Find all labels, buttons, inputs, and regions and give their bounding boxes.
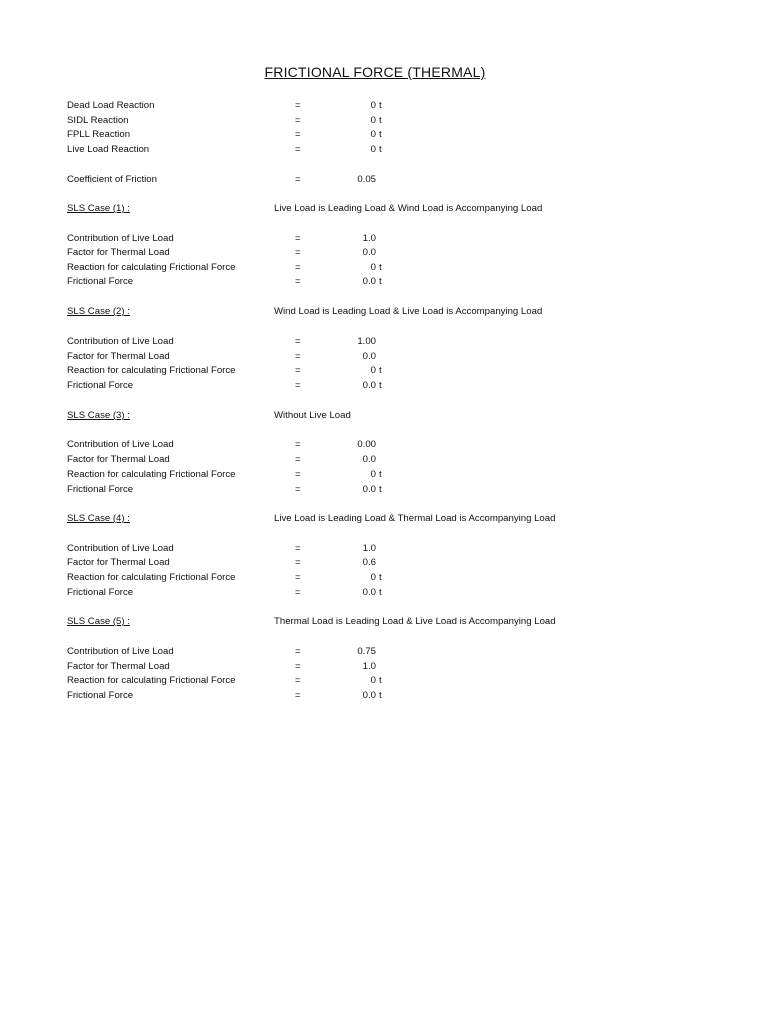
case-heading: SLS Case (1) :: [67, 203, 130, 214]
case-row: [0, 452, 768, 467]
case-row: [0, 334, 768, 349]
equals-sign: =: [295, 351, 301, 362]
row-label: Factor for Thermal Load: [67, 454, 170, 465]
equals-sign: =: [295, 675, 301, 686]
row-unit: t: [379, 115, 382, 126]
row-value: 0.6: [362, 557, 376, 568]
row-label: Factor for Thermal Load: [67, 661, 170, 672]
row-unit: t: [379, 572, 382, 583]
row-value: 1.0: [362, 543, 376, 554]
equals-sign: =: [295, 115, 301, 126]
case-row: [0, 378, 768, 393]
row-value: 1.0: [362, 661, 376, 672]
row-value: 0.0: [362, 351, 376, 362]
equals-sign: =: [295, 336, 301, 347]
row-label: Contribution of Live Load: [67, 439, 174, 450]
case-description: Live Load is Leading Load & Thermal Load is Accompanying Load: [274, 513, 556, 524]
row-unit: t: [379, 484, 382, 495]
equals-sign: =: [295, 587, 301, 598]
row-value: 0.0: [362, 247, 376, 258]
row-value: 0.0: [362, 276, 376, 287]
case-row: [0, 260, 768, 275]
case-heading: SLS Case (2) :: [67, 306, 130, 317]
row-label: FPLL Reaction: [67, 129, 131, 140]
equals-sign: =: [295, 100, 301, 111]
equals-sign: =: [295, 454, 301, 465]
case-row: [0, 673, 768, 688]
equals-sign: =: [295, 557, 301, 568]
row-value: 0.75: [357, 646, 376, 657]
equals-sign: =: [295, 247, 301, 258]
row-label: Frictional Force: [67, 690, 134, 701]
row-label: Frictional Force: [67, 380, 134, 391]
row-unit: t: [379, 100, 382, 111]
case-row: [0, 437, 768, 452]
row-value: 0: [370, 144, 376, 155]
row-unit: t: [379, 380, 382, 391]
equals-sign: =: [295, 233, 301, 244]
row-value: 0.00: [357, 439, 376, 450]
case-row: [0, 363, 768, 378]
row-unit: t: [379, 675, 382, 686]
row-value: 0.0: [362, 454, 376, 465]
case-heading-row: [0, 614, 768, 629]
equals-sign: =: [295, 365, 301, 376]
row-label: Live Load Reaction: [67, 144, 150, 155]
row-label: Reaction for calculating Frictional Force: [67, 675, 236, 686]
row-value: 0: [370, 675, 376, 686]
page-title: FRICTIONAL FORCE (THERMAL): [264, 64, 486, 80]
row-value: 0: [370, 100, 376, 111]
equals-sign: =: [295, 144, 301, 155]
case-description: Wind Load is Leading Load & Live Load is Accompanying Load: [274, 306, 543, 317]
case-heading-row: [0, 408, 768, 423]
case-row: [0, 245, 768, 260]
row-value: 0: [370, 365, 376, 376]
row-value: 1.00: [357, 336, 376, 347]
row-unit: t: [379, 587, 382, 598]
equals-sign: =: [295, 646, 301, 657]
case-row: [0, 482, 768, 497]
row-value: 0: [370, 129, 376, 140]
equals-sign: =: [295, 469, 301, 480]
row-value: 0.05: [357, 174, 376, 185]
case-description: Without Live Load: [274, 410, 351, 421]
case-heading-row: [0, 201, 768, 216]
row-unit: t: [379, 276, 382, 287]
reaction-row-sidl: [0, 113, 768, 128]
equals-sign: =: [295, 543, 301, 554]
reaction-row-fpll: [0, 127, 768, 142]
row-value: 0: [370, 262, 376, 273]
row-label: Reaction for calculating Frictional Force: [67, 365, 236, 376]
row-value: 0: [370, 115, 376, 126]
case-row: [0, 585, 768, 600]
equals-sign: =: [295, 572, 301, 583]
row-value: 0.0: [362, 690, 376, 701]
row-label: Factor for Thermal Load: [67, 351, 170, 362]
case-row: [0, 570, 768, 585]
equals-sign: =: [295, 129, 301, 140]
row-label: Frictional Force: [67, 587, 134, 598]
case-heading-row: [0, 304, 768, 319]
case-heading: SLS Case (3) :: [67, 410, 130, 421]
row-label: Reaction for calculating Frictional Force: [67, 572, 236, 583]
case-row: [0, 659, 768, 674]
row-value: 0: [370, 572, 376, 583]
row-unit: t: [379, 144, 382, 155]
row-label: Coefficient of Friction: [67, 174, 157, 185]
row-value: 0.0: [362, 484, 376, 495]
equals-sign: =: [295, 661, 301, 672]
coefficient-row: [0, 172, 768, 187]
row-unit: t: [379, 690, 382, 701]
row-label: SIDL Reaction: [67, 115, 129, 126]
reaction-row-live-load: [0, 142, 768, 157]
case-description: Thermal Load is Leading Load & Live Load is Accompanying Load: [274, 616, 556, 627]
equals-sign: =: [295, 484, 301, 495]
row-label: Reaction for calculating Frictional Force: [67, 262, 236, 273]
case-row: [0, 555, 768, 570]
row-label: Dead Load Reaction: [67, 100, 155, 111]
row-label: Contribution of Live Load: [67, 543, 174, 554]
equals-sign: =: [295, 380, 301, 391]
row-label: Factor for Thermal Load: [67, 247, 170, 258]
row-unit: t: [379, 469, 382, 480]
equals-sign: =: [295, 276, 301, 287]
case-row: [0, 644, 768, 659]
case-heading: SLS Case (5) :: [67, 616, 130, 627]
row-unit: t: [379, 262, 382, 273]
equals-sign: =: [295, 690, 301, 701]
row-unit: t: [379, 365, 382, 376]
equals-sign: =: [295, 439, 301, 450]
row-label: Factor for Thermal Load: [67, 557, 170, 568]
row-unit: t: [379, 129, 382, 140]
case-row: [0, 274, 768, 289]
row-value: 1.0: [362, 233, 376, 244]
row-value: 0.0: [362, 380, 376, 391]
row-value: 0.0: [362, 587, 376, 598]
row-label: Frictional Force: [67, 484, 134, 495]
equals-sign: =: [295, 262, 301, 273]
case-heading: SLS Case (4) :: [67, 513, 130, 524]
case-heading-row: [0, 511, 768, 526]
row-label: Frictional Force: [67, 276, 134, 287]
row-label: Contribution of Live Load: [67, 336, 174, 347]
case-description: Live Load is Leading Load & Wind Load is Accompanying Load: [274, 203, 543, 214]
row-label: Reaction for calculating Frictional Force: [67, 469, 236, 480]
case-row: [0, 467, 768, 482]
case-row: [0, 231, 768, 246]
reaction-row-dead-load: [0, 98, 768, 113]
equals-sign: =: [295, 174, 301, 185]
row-value: 0: [370, 469, 376, 480]
row-label: Contribution of Live Load: [67, 646, 174, 657]
case-row: [0, 541, 768, 556]
case-row: [0, 688, 768, 703]
case-row: [0, 349, 768, 364]
row-label: Contribution of Live Load: [67, 233, 174, 244]
